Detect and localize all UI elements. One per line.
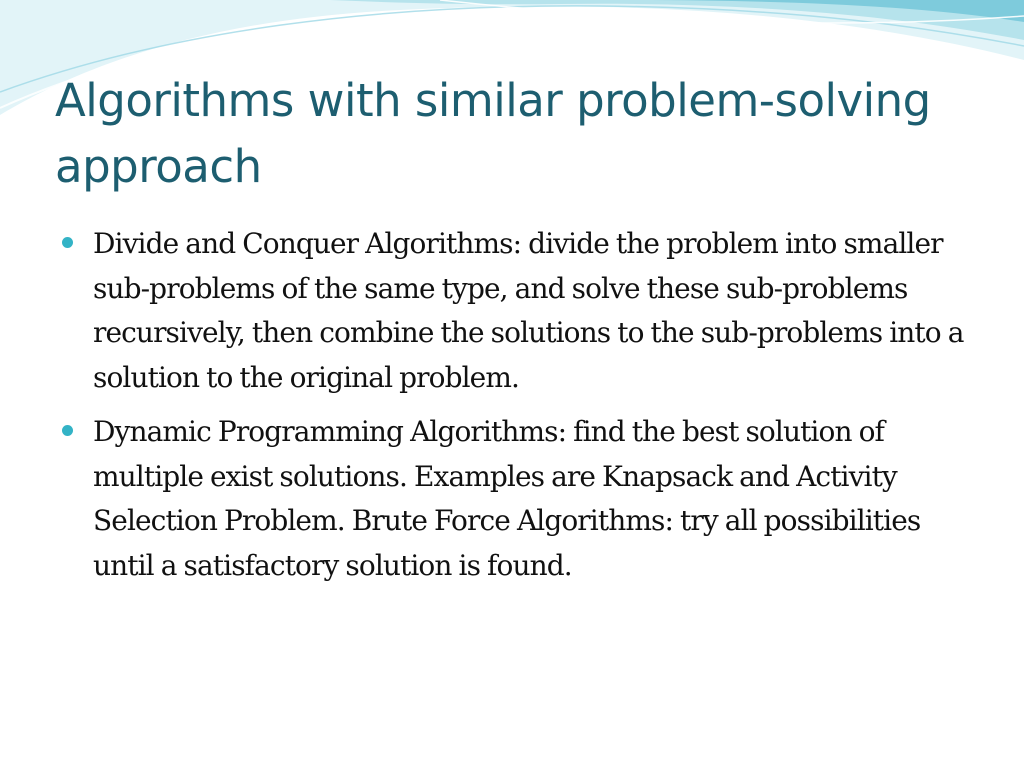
bullet-item-divide-and-conquer [62,222,967,400]
bullet-marker-icon [62,237,73,248]
slide-title: Algorithms with similar problem-solving approach [55,74,931,193]
bullet-marker-icon [62,425,73,436]
bullet-list [62,222,967,598]
bullet-item-dynamic-programming [62,410,967,588]
bullet-text: Dynamic Programming Algorithms: find the best solution of multiple exist solutions. Examples are Knapsack and Activity Selection Problem. Brute Force Algorithms: try all possibilities until a satisfactory solution is found. [93,415,921,582]
bullet-text: Divide and Conquer Algorithms: divide the problem into smaller sub-problems of the same type, and solve these sub-problems recursively, then combine the solutions to the sub-problems into a solution to the original problem. [93,227,964,394]
